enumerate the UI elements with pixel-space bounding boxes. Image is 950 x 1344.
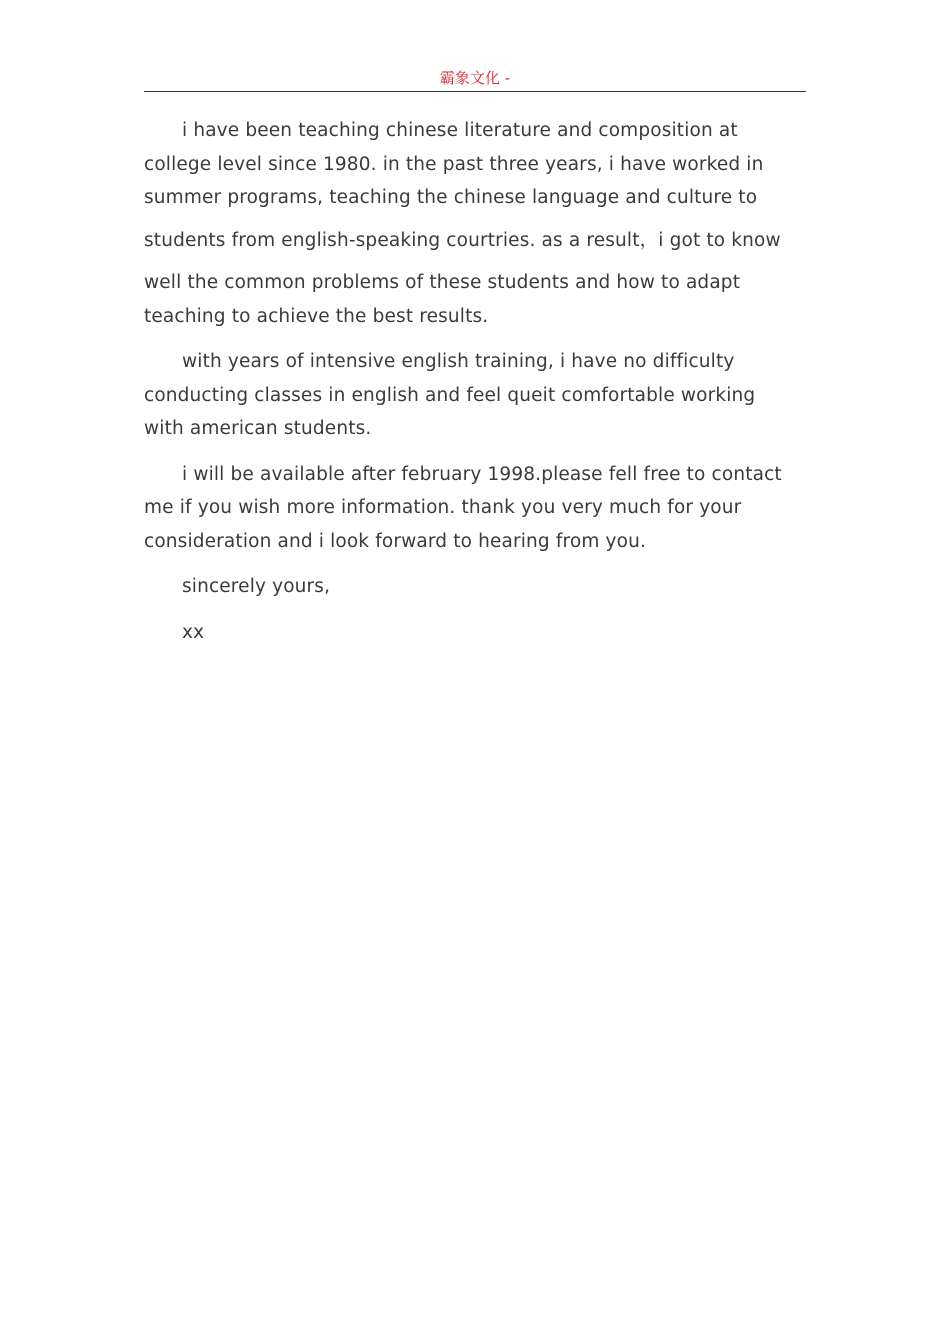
text-line: i have been teaching chinese literature and composition at — [182, 120, 738, 141]
text-line: consideration and i look forward to hearing from you. — [144, 530, 647, 552]
page-header — [144, 66, 806, 92]
paragraph-availability — [144, 458, 806, 559]
header-title: 霸象文化 - — [439, 69, 511, 87]
letter-body — [144, 114, 806, 661]
text-line: teaching to achieve the best results. — [144, 305, 489, 327]
text-line: sincerely yours, — [182, 576, 331, 597]
text-line: conducting classes in english and feel queit comfortable working — [144, 384, 756, 406]
text-line: summer programs, teaching the chinese language and culture to — [144, 187, 758, 208]
text-line: with american students. — [144, 418, 372, 439]
paragraph-english-training — [144, 345, 806, 446]
signature — [144, 616, 806, 650]
text-line: students from english-speaking courtries. as a result，i got to know — [144, 229, 781, 251]
text-line: well the common problems of these students and how to adapt — [144, 272, 741, 293]
paragraph-experience — [144, 114, 806, 333]
text-line: with years of intensive english training, i have no difficulty — [182, 351, 735, 372]
text-line: college level since 1980. in the past three years, i have worked in — [144, 153, 764, 175]
text-line: me if you wish more information. thank you very much for your — [144, 497, 742, 518]
text-line: xx — [182, 621, 205, 643]
closing — [144, 570, 806, 604]
text-line: i will be available after february 1998.please fell free to contact — [182, 463, 782, 485]
